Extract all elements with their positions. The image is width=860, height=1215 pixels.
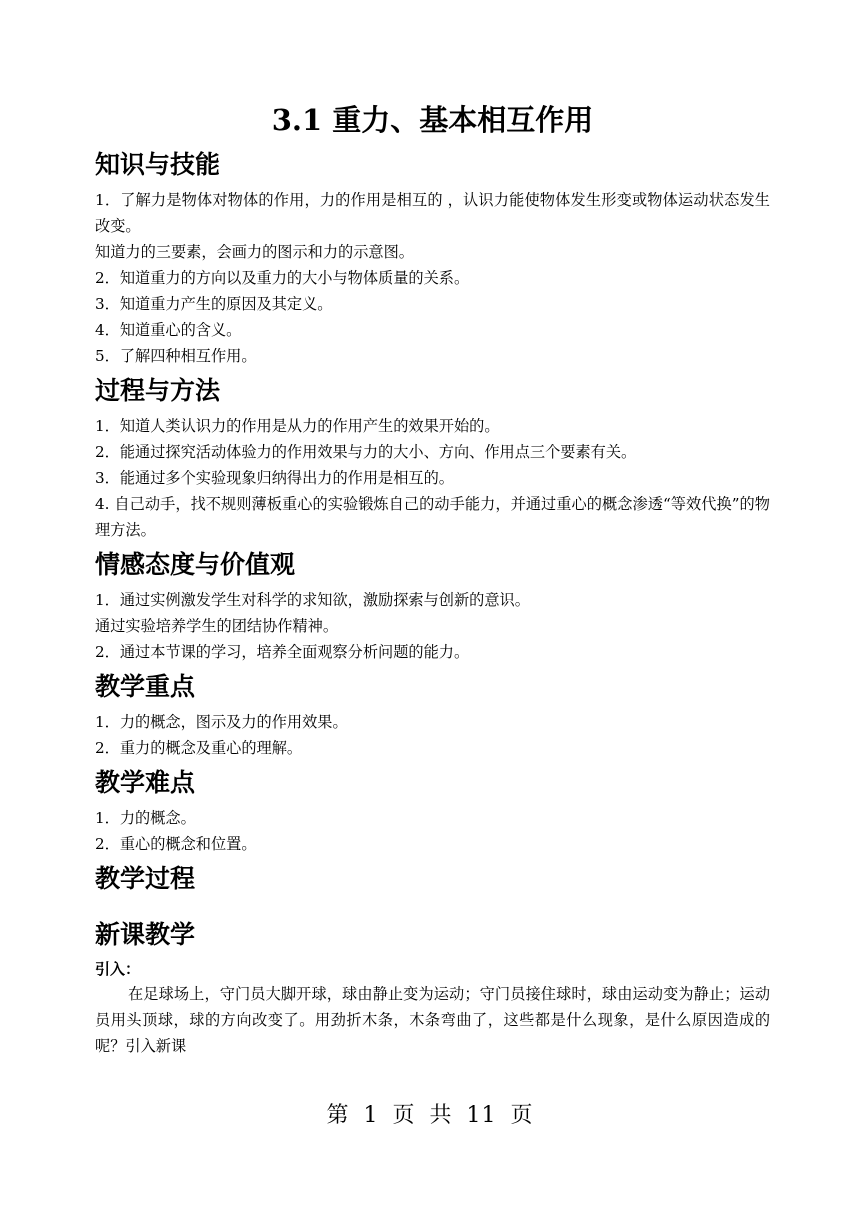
section-attitude-values xyxy=(95,547,770,665)
section-difficulties xyxy=(95,765,770,857)
section-process-method xyxy=(95,373,770,543)
intro-label: 引入： xyxy=(95,960,141,978)
section-line: 4．知道重心的含义。 xyxy=(95,321,242,339)
section-line: 4. 自己动手，找不规则薄板重心的实验锻炼自己的动手能力，并通过重心的概念渗透“等效代换”的物理方法。 xyxy=(95,495,770,539)
section-line: 2．重力的概念及重心的理解。 xyxy=(95,739,303,757)
section-heading: 知识与技能 xyxy=(95,150,221,179)
section-line: 5．了解四种相互作用。 xyxy=(95,347,257,365)
section-line: 1．了解力是物体对物体的作用，力的作用是相互的 ，认识力能使物体发生形变或物体运动状态发生改变。 xyxy=(95,191,770,235)
page-footer: 第 1 页 共 11 页 xyxy=(326,1103,534,1128)
section-heading: 教学难点 xyxy=(95,768,196,797)
document-page xyxy=(95,96,770,1059)
section-heading: 教学重点 xyxy=(95,672,196,701)
section-line: 1．力的概念，图示及力的作用效果。 xyxy=(95,713,348,731)
document-title: 3.1 重力、基本相互作用 xyxy=(271,103,594,137)
spacer xyxy=(95,901,770,917)
section-line: 3．知道重力产生的原因及其定义。 xyxy=(95,295,333,313)
section-heading: 情感态度与价值观 xyxy=(95,550,296,579)
section-key-points xyxy=(95,669,770,761)
intro-paragraph: 在足球场上，守门员大脚开球，球由静止变为运动；守门员接住球时，球由运动变为静止；运动员用头顶球，球的方向改变了。用劲折木条，木条弯曲了，这些都是什么现象，是什么原因造成的呢？引入新课 xyxy=(95,985,770,1055)
section-knowledge-skills xyxy=(95,147,770,369)
section-line: 知道力的三要素，会画力的图示和力的示意图。 xyxy=(95,243,414,261)
section-heading: 过程与方法 xyxy=(95,376,221,405)
section-line: 1．知道人类认识力的作用是从力的作用产生的效果开始的。 xyxy=(95,417,500,435)
process-heading: 教学过程 xyxy=(95,864,196,893)
section-line: 2．能通过探究活动体验力的作用效果与力的大小、方向、作用点三个要素有关。 xyxy=(95,443,637,461)
new-lesson-heading: 新课教学 xyxy=(95,920,196,949)
section-line: 1．通过实例激发学生对科学的求知欲，激励探索与创新的意识。 xyxy=(95,591,530,609)
section-line: 1．力的概念。 xyxy=(95,809,196,827)
section-line: 通过实验培养学生的团结协作精神。 xyxy=(95,617,338,635)
section-line: 2．通过本节课的学习，培养全面观察分析问题的能力。 xyxy=(95,643,470,661)
section-line: 2．重心的概念和位置。 xyxy=(95,835,257,853)
section-line: 3．能通过多个实验现象归纳得出力的作用是相互的。 xyxy=(95,469,454,487)
section-line: 2．知道重力的方向以及重力的大小与物体质量的关系。 xyxy=(95,269,470,287)
